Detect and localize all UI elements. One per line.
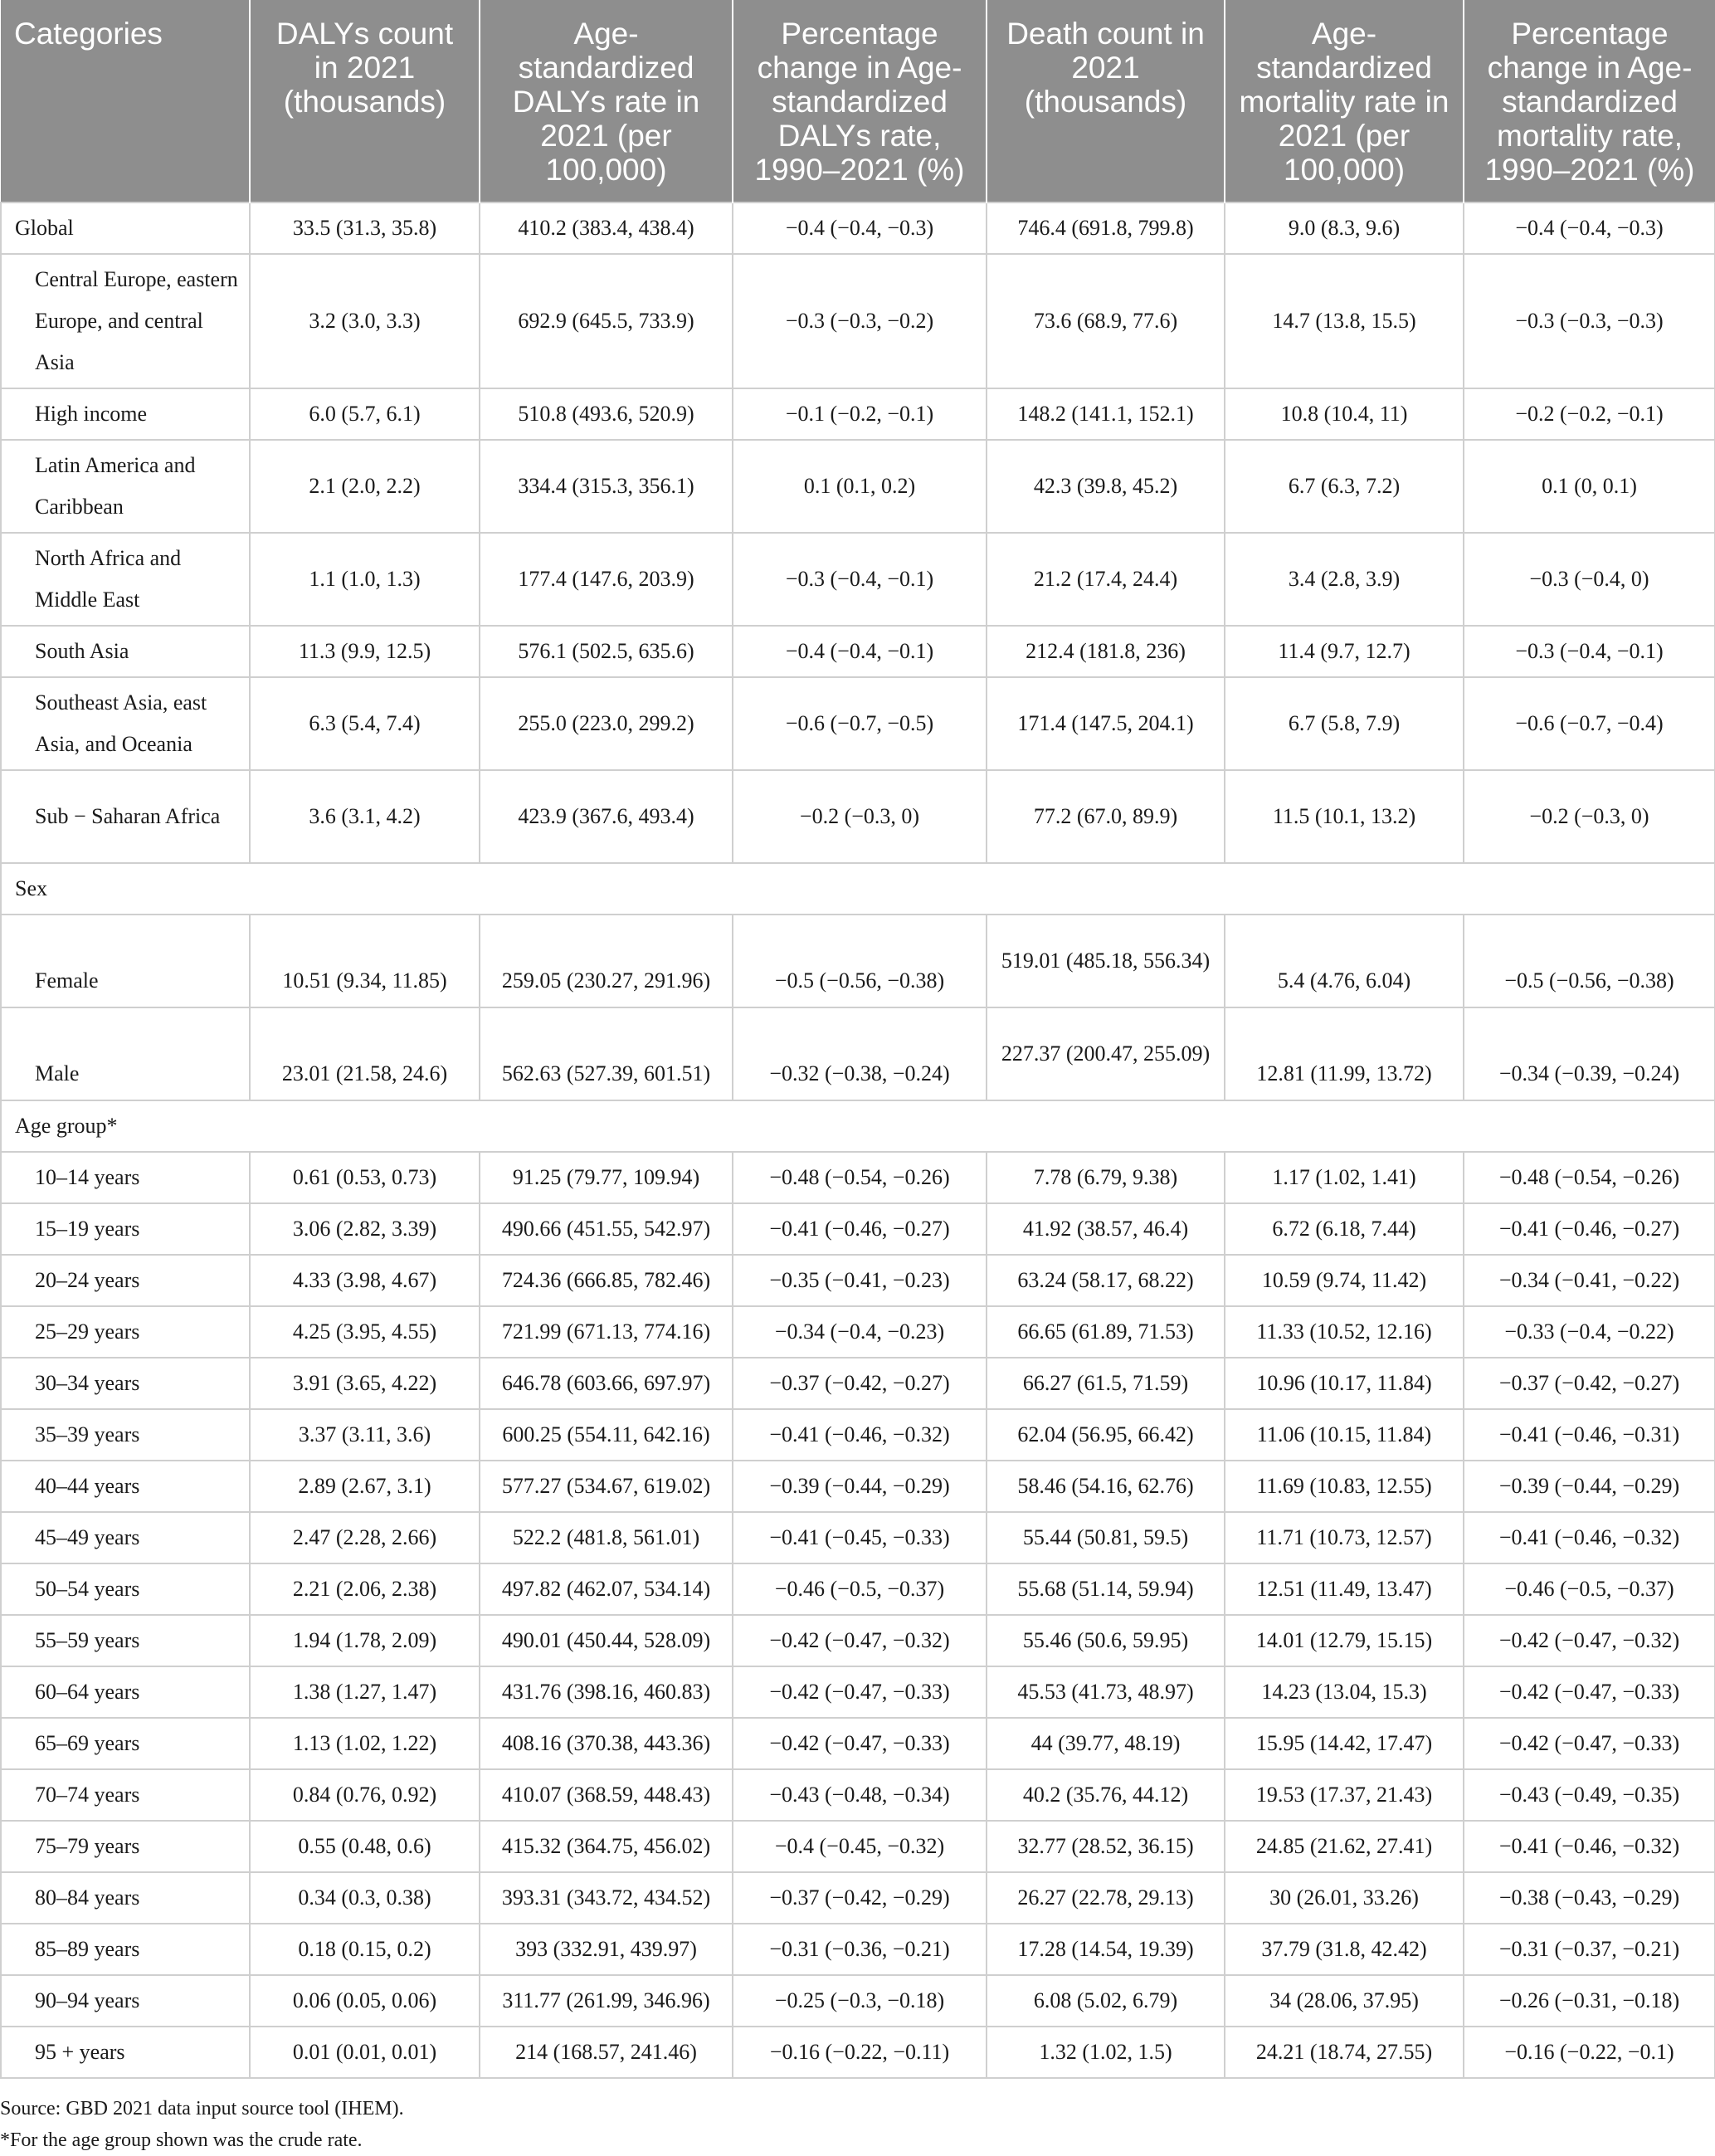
table-cell: 77.2 (67.0, 89.9): [987, 770, 1225, 863]
row-label: Female: [1, 915, 250, 1007]
table-cell: 32.77 (28.52, 36.15): [987, 1821, 1225, 1872]
table-cell: −0.5 (−0.56, −0.38): [733, 915, 987, 1007]
table-cell: −0.4 (−0.4, −0.3): [1464, 202, 1715, 254]
table-cell: 10.96 (10.17, 11.84): [1225, 1358, 1464, 1409]
table-cell: 21.2 (17.4, 24.4): [987, 533, 1225, 626]
table-cell: 0.1 (0.1, 0.2): [733, 440, 987, 533]
table-cell: −0.34 (−0.39, −0.24): [1464, 1007, 1715, 1100]
header-dalys-count: DALYs count in 2021 (thousands): [250, 0, 480, 202]
table-cell: −0.46 (−0.5, −0.37): [733, 1563, 987, 1615]
table-cell: 212.4 (181.8, 236): [987, 626, 1225, 677]
table-cell: −0.42 (−0.47, −0.32): [733, 1615, 987, 1666]
table-cell: 0.61 (0.53, 0.73): [250, 1152, 480, 1203]
table-cell: 37.79 (31.8, 42.42): [1225, 1924, 1464, 1975]
row-label: 70–74 years: [1, 1769, 250, 1821]
table-cell: 0.34 (0.3, 0.38): [250, 1872, 480, 1924]
table-cell: −0.6 (−0.7, −0.4): [1464, 677, 1715, 770]
table-cell: −0.26 (−0.31, −0.18): [1464, 1975, 1715, 2027]
table-row: [1, 2027, 1715, 2078]
table-cell: −0.5 (−0.56, −0.38): [1464, 915, 1715, 1007]
table-cell: 746.4 (691.8, 799.8): [987, 202, 1225, 254]
source-note: Source: GBD 2021 data input source tool (IHEM).: [0, 2098, 404, 2119]
table-cell: 431.76 (398.16, 460.83): [480, 1666, 733, 1718]
row-label: 90–94 years: [1, 1975, 250, 2027]
table-cell: 1.94 (1.78, 2.09): [250, 1615, 480, 1666]
table-cell: 44 (39.77, 48.19): [987, 1718, 1225, 1769]
table-cell: 9.0 (8.3, 9.6): [1225, 202, 1464, 254]
table-cell: −0.46 (−0.5, −0.37): [1464, 1563, 1715, 1615]
table-cell: 11.06 (10.15, 11.84): [1225, 1409, 1464, 1461]
table-cell: −0.32 (−0.38, −0.24): [733, 1007, 987, 1100]
table-cell: 227.37 (200.47, 255.09): [987, 1007, 1225, 1100]
table-cell: −0.41 (−0.46, −0.32): [1464, 1821, 1715, 1872]
table-row: [1, 533, 1715, 626]
table-cell: 646.78 (603.66, 697.97): [480, 1358, 733, 1409]
table-cell: 45.53 (41.73, 48.97): [987, 1666, 1225, 1718]
table-cell: 1.32 (1.02, 1.5): [987, 2027, 1225, 2078]
table-row: [1, 202, 1715, 254]
row-label: Central Europe, eastern Europe, and central Asia: [1, 254, 250, 388]
table-cell: 519.01 (485.18, 556.34): [987, 915, 1225, 1007]
table-cell: 259.05 (230.27, 291.96): [480, 915, 733, 1007]
table-row: [1, 1821, 1715, 1872]
table-cell: 600.25 (554.11, 642.16): [480, 1409, 733, 1461]
row-label: 35–39 years: [1, 1409, 250, 1461]
table-cell: 2.89 (2.67, 3.1): [250, 1461, 480, 1512]
table-cell: −0.48 (−0.54, −0.26): [1464, 1152, 1715, 1203]
table-cell: −0.16 (−0.22, −0.11): [733, 2027, 987, 2078]
table-cell: 58.46 (54.16, 62.76): [987, 1461, 1225, 1512]
header-mortality-rate: Age-standardized mortality rate in 2021 (per 100,000): [1225, 0, 1464, 202]
table-cell: −0.42 (−0.47, −0.33): [733, 1666, 987, 1718]
table-cell: 4.25 (3.95, 4.55): [250, 1306, 480, 1358]
table-row: [1, 388, 1715, 440]
table-cell: 5.4 (4.76, 6.04): [1225, 915, 1464, 1007]
table-cell: 19.53 (17.37, 21.43): [1225, 1769, 1464, 1821]
table-cell: 11.5 (10.1, 13.2): [1225, 770, 1464, 863]
table-cell: −0.41 (−0.46, −0.27): [733, 1203, 987, 1255]
table-cell: −0.41 (−0.46, −0.32): [1464, 1512, 1715, 1563]
table-cell: −0.39 (−0.44, −0.29): [733, 1461, 987, 1512]
row-label: 60–64 years: [1, 1666, 250, 1718]
row-label: Southeast Asia, east Asia, and Oceania: [1, 677, 250, 770]
table-cell: 3.37 (3.11, 3.6): [250, 1409, 480, 1461]
table-row: [1, 1152, 1715, 1203]
table-cell: −0.37 (−0.42, −0.27): [733, 1358, 987, 1409]
table-row: [1, 1461, 1715, 1512]
table-cell: 577.27 (534.67, 619.02): [480, 1461, 733, 1512]
table-cell: −0.16 (−0.22, −0.1): [1464, 2027, 1715, 2078]
table-cell: −0.4 (−0.4, −0.3): [733, 202, 987, 254]
table-row: [1, 1563, 1715, 1615]
table-cell: 12.51 (11.49, 13.47): [1225, 1563, 1464, 1615]
table-cell: −0.34 (−0.4, −0.23): [733, 1306, 987, 1358]
table-cell: 66.65 (61.89, 71.53): [987, 1306, 1225, 1358]
table-cell: 6.3 (5.4, 7.4): [250, 677, 480, 770]
header-mortality-change: Percentage change in Age-standardized mortality rate, 1990–2021 (%): [1464, 0, 1715, 202]
table-cell: 334.4 (315.3, 356.1): [480, 440, 733, 533]
table-cell: 10.8 (10.4, 11): [1225, 388, 1464, 440]
table-cell: 415.32 (364.75, 456.02): [480, 1821, 733, 1872]
footnote: *For the age group shown was the crude rate.: [0, 2129, 363, 2151]
table-row: [1, 1306, 1715, 1358]
table-cell: 40.2 (35.76, 44.12): [987, 1769, 1225, 1821]
table-cell: 66.27 (61.5, 71.59): [987, 1358, 1225, 1409]
table-cell: 42.3 (39.8, 45.2): [987, 440, 1225, 533]
table-cell: −0.37 (−0.42, −0.27): [1464, 1358, 1715, 1409]
table-cell: 3.91 (3.65, 4.22): [250, 1358, 480, 1409]
table-cell: 6.7 (5.8, 7.9): [1225, 677, 1464, 770]
table-header: [1, 0, 1715, 202]
table-cell: −0.43 (−0.49, −0.35): [1464, 1769, 1715, 1821]
table-cell: 2.47 (2.28, 2.66): [250, 1512, 480, 1563]
table-cell: 2.21 (2.06, 2.38): [250, 1563, 480, 1615]
row-label: 75–79 years: [1, 1821, 250, 1872]
table-cell: −0.42 (−0.47, −0.33): [733, 1718, 987, 1769]
table-cell: 214 (168.57, 241.46): [480, 2027, 733, 2078]
table-cell: 148.2 (141.1, 152.1): [987, 388, 1225, 440]
table-row: [1, 915, 1715, 1007]
table-cell: 91.25 (79.77, 109.94): [480, 1152, 733, 1203]
table-cell: 12.81 (11.99, 13.72): [1225, 1007, 1464, 1100]
table-cell: −0.33 (−0.4, −0.22): [1464, 1306, 1715, 1358]
table-row: [1, 1718, 1715, 1769]
table-cell: 3.06 (2.82, 3.39): [250, 1203, 480, 1255]
table-cell: 393.31 (343.72, 434.52): [480, 1872, 733, 1924]
table-cell: 497.82 (462.07, 534.14): [480, 1563, 733, 1615]
table-cell: −0.2 (−0.2, −0.1): [1464, 388, 1715, 440]
table-cell: 490.01 (450.44, 528.09): [480, 1615, 733, 1666]
table-cell: 0.55 (0.48, 0.6): [250, 1821, 480, 1872]
row-label: Male: [1, 1007, 250, 1100]
table-row: [1, 626, 1715, 677]
table-row: [1, 1975, 1715, 2027]
table-notes: [0, 2093, 404, 2156]
table-cell: −0.41 (−0.46, −0.27): [1464, 1203, 1715, 1255]
table-cell: 1.13 (1.02, 1.22): [250, 1718, 480, 1769]
table-cell: −0.42 (−0.47, −0.32): [1464, 1615, 1715, 1666]
table-cell: 11.71 (10.73, 12.57): [1225, 1512, 1464, 1563]
table-cell: 11.4 (9.7, 12.7): [1225, 626, 1464, 677]
table-cell: 408.16 (370.38, 443.36): [480, 1718, 733, 1769]
row-label: 80–84 years: [1, 1872, 250, 1924]
table-row: [1, 770, 1715, 863]
row-label: 15–19 years: [1, 1203, 250, 1255]
table-cell: −0.41 (−0.45, −0.33): [733, 1512, 987, 1563]
table-row: [1, 677, 1715, 770]
table-row: [1, 1666, 1715, 1718]
table-cell: 11.69 (10.83, 12.55): [1225, 1461, 1464, 1512]
table-cell: −0.48 (−0.54, −0.26): [733, 1152, 987, 1203]
table-cell: 724.36 (666.85, 782.46): [480, 1255, 733, 1306]
table-cell: 0.06 (0.05, 0.06): [250, 1975, 480, 2027]
table-cell: 2.1 (2.0, 2.2): [250, 440, 480, 533]
table-row: [1, 1512, 1715, 1563]
table-cell: −0.3 (−0.3, −0.2): [733, 254, 987, 388]
table-cell: 26.27 (22.78, 29.13): [987, 1872, 1225, 1924]
table-row: [1, 1769, 1715, 1821]
row-label: Global: [1, 202, 250, 254]
table-cell: −0.4 (−0.45, −0.32): [733, 1821, 987, 1872]
section-age: [1, 1100, 1715, 1152]
table-cell: −0.31 (−0.36, −0.21): [733, 1924, 987, 1975]
table-row: [1, 1924, 1715, 1975]
table-cell: 10.51 (9.34, 11.85): [250, 915, 480, 1007]
table-cell: 6.08 (5.02, 6.79): [987, 1975, 1225, 2027]
table-cell: −0.42 (−0.47, −0.33): [1464, 1718, 1715, 1769]
row-label: 25–29 years: [1, 1306, 250, 1358]
table-cell: −0.25 (−0.3, −0.18): [733, 1975, 987, 2027]
row-label: 85–89 years: [1, 1924, 250, 1975]
row-label: 55–59 years: [1, 1615, 250, 1666]
table-cell: 0.18 (0.15, 0.2): [250, 1924, 480, 1975]
table-cell: −0.3 (−0.4, 0): [1464, 533, 1715, 626]
table-cell: 721.99 (671.13, 774.16): [480, 1306, 733, 1358]
table-cell: 6.72 (6.18, 7.44): [1225, 1203, 1464, 1255]
table-cell: 14.01 (12.79, 15.15): [1225, 1615, 1464, 1666]
table-cell: −0.3 (−0.4, −0.1): [1464, 626, 1715, 677]
row-label: 30–34 years: [1, 1358, 250, 1409]
table-cell: −0.2 (−0.3, 0): [733, 770, 987, 863]
table-cell: 24.21 (18.74, 27.55): [1225, 2027, 1464, 2078]
table-cell: −0.42 (−0.47, −0.33): [1464, 1666, 1715, 1718]
table-row: [1, 1615, 1715, 1666]
table-cell: −0.38 (−0.43, −0.29): [1464, 1872, 1715, 1924]
table-cell: 522.2 (481.8, 561.01): [480, 1512, 733, 1563]
table-cell: −0.34 (−0.41, −0.22): [1464, 1255, 1715, 1306]
table-cell: 55.46 (50.6, 59.95): [987, 1615, 1225, 1666]
table-cell: 311.77 (261.99, 346.96): [480, 1975, 733, 2027]
table-cell: −0.6 (−0.7, −0.5): [733, 677, 987, 770]
table-cell: 510.8 (493.6, 520.9): [480, 388, 733, 440]
row-label: South Asia: [1, 626, 250, 677]
table-cell: 7.78 (6.79, 9.38): [987, 1152, 1225, 1203]
table-cell: 6.0 (5.7, 6.1): [250, 388, 480, 440]
table-body: [1, 202, 1715, 2078]
table-cell: 15.95 (14.42, 17.47): [1225, 1718, 1464, 1769]
row-label: 40–44 years: [1, 1461, 250, 1512]
table-cell: 33.5 (31.3, 35.8): [250, 202, 480, 254]
row-label: 50–54 years: [1, 1563, 250, 1615]
table-cell: 410.2 (383.4, 438.4): [480, 202, 733, 254]
table-row: [1, 1007, 1715, 1100]
table-cell: 11.33 (10.52, 12.16): [1225, 1306, 1464, 1358]
table-row: [1, 1255, 1715, 1306]
row-label: 95 + years: [1, 2027, 250, 2078]
table-cell: 562.63 (527.39, 601.51): [480, 1007, 733, 1100]
table-cell: 1.38 (1.27, 1.47): [250, 1666, 480, 1718]
table-cell: 3.6 (3.1, 4.2): [250, 770, 480, 863]
table-cell: 0.1 (0, 0.1): [1464, 440, 1715, 533]
table-cell: −0.31 (−0.37, −0.21): [1464, 1924, 1715, 1975]
table-cell: 10.59 (9.74, 11.42): [1225, 1255, 1464, 1306]
row-label: 45–49 years: [1, 1512, 250, 1563]
table-cell: 34 (28.06, 37.95): [1225, 1975, 1464, 2027]
table-cell: 17.28 (14.54, 19.39): [987, 1924, 1225, 1975]
table-cell: 55.44 (50.81, 59.5): [987, 1512, 1225, 1563]
table-cell: −0.37 (−0.42, −0.29): [733, 1872, 987, 1924]
table-row: [1, 1872, 1715, 1924]
row-label: Sub − Saharan Africa: [1, 770, 250, 863]
table-cell: −0.2 (−0.3, 0): [1464, 770, 1715, 863]
table-cell: 30 (26.01, 33.26): [1225, 1872, 1464, 1924]
table-cell: 1.17 (1.02, 1.41): [1225, 1152, 1464, 1203]
table-cell: −0.3 (−0.3, −0.3): [1464, 254, 1715, 388]
table-cell: 11.3 (9.9, 12.5): [250, 626, 480, 677]
table-cell: 23.01 (21.58, 24.6): [250, 1007, 480, 1100]
table-cell: 692.9 (645.5, 733.9): [480, 254, 733, 388]
table-cell: −0.3 (−0.4, −0.1): [733, 533, 987, 626]
table-cell: 3.4 (2.8, 3.9): [1225, 533, 1464, 626]
table-cell: 14.7 (13.8, 15.5): [1225, 254, 1464, 388]
table-cell: 177.4 (147.6, 203.9): [480, 533, 733, 626]
table-cell: −0.41 (−0.46, −0.31): [1464, 1409, 1715, 1461]
header-categories: Categories: [1, 0, 250, 202]
table-cell: −0.39 (−0.44, −0.29): [1464, 1461, 1715, 1512]
row-label: 20–24 years: [1, 1255, 250, 1306]
table-cell: 63.24 (58.17, 68.22): [987, 1255, 1225, 1306]
table-cell: −0.43 (−0.48, −0.34): [733, 1769, 987, 1821]
section-age-label: Age group*: [1, 1100, 1715, 1152]
table-cell: 576.1 (502.5, 635.6): [480, 626, 733, 677]
table-cell: 4.33 (3.98, 4.67): [250, 1255, 480, 1306]
table-cell: 1.1 (1.0, 1.3): [250, 533, 480, 626]
table-cell: 41.92 (38.57, 46.4): [987, 1203, 1225, 1255]
section-sex-label: Sex: [1, 863, 1715, 915]
table-cell: 3.2 (3.0, 3.3): [250, 254, 480, 388]
table-cell: 423.9 (367.6, 493.4): [480, 770, 733, 863]
row-label: Latin America and Caribbean: [1, 440, 250, 533]
table-row: [1, 1358, 1715, 1409]
table-cell: 171.4 (147.5, 204.1): [987, 677, 1225, 770]
table-cell: 55.68 (51.14, 59.94): [987, 1563, 1225, 1615]
header-death-count: Death count in 2021 (thousands): [987, 0, 1225, 202]
table-row: [1, 1409, 1715, 1461]
row-label: 65–69 years: [1, 1718, 250, 1769]
table-cell: 0.84 (0.76, 0.92): [250, 1769, 480, 1821]
table-row: [1, 440, 1715, 533]
table-cell: −0.41 (−0.46, −0.32): [733, 1409, 987, 1461]
row-label: 10–14 years: [1, 1152, 250, 1203]
table-row: [1, 1203, 1715, 1255]
table-cell: 24.85 (21.62, 27.41): [1225, 1821, 1464, 1872]
table-cell: −0.1 (−0.2, −0.1): [733, 388, 987, 440]
table-cell: 73.6 (68.9, 77.6): [987, 254, 1225, 388]
table-cell: 490.66 (451.55, 542.97): [480, 1203, 733, 1255]
table-cell: −0.4 (−0.4, −0.1): [733, 626, 987, 677]
table-cell: 6.7 (6.3, 7.2): [1225, 440, 1464, 533]
table-row: [1, 254, 1715, 388]
table-cell: 410.07 (368.59, 448.43): [480, 1769, 733, 1821]
table-cell: 0.01 (0.01, 0.01): [250, 2027, 480, 2078]
section-sex: [1, 863, 1715, 915]
table-cell: 393 (332.91, 439.97): [480, 1924, 733, 1975]
table-cell: 62.04 (56.95, 66.42): [987, 1409, 1225, 1461]
header-dalys-rate: Age-standardized DALYs rate in 2021 (per 100,000): [480, 0, 733, 202]
row-label: High income: [1, 388, 250, 440]
table-cell: −0.35 (−0.41, −0.23): [733, 1255, 987, 1306]
table-cell: 255.0 (223.0, 299.2): [480, 677, 733, 770]
table-cell: 14.23 (13.04, 15.3): [1225, 1666, 1464, 1718]
row-label: North Africa and Middle East: [1, 533, 250, 626]
header-dalys-change: Percentage change in Age-standardized DALYs rate, 1990–2021 (%): [733, 0, 987, 202]
